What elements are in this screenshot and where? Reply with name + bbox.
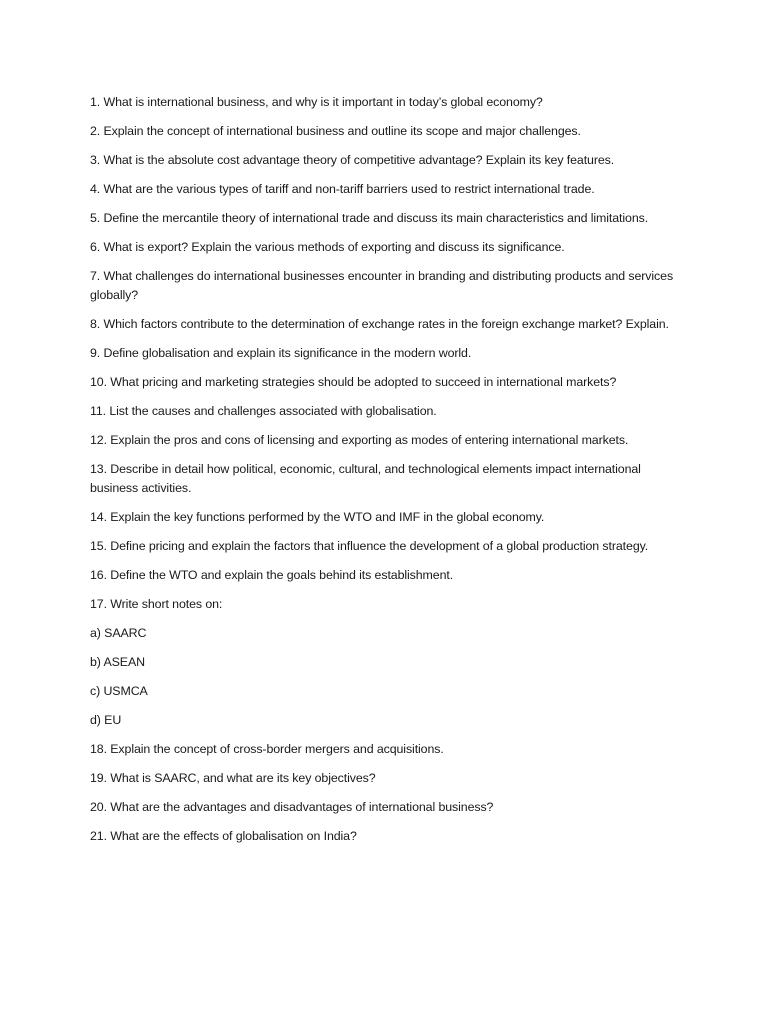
list-item: 12. Explain the pros and cons of licensing and exporting as modes of entering international markets. <box>90 433 629 447</box>
list-item: 7. What challenges do international businesses encounter in branding and distributing products and services globally? <box>90 269 674 302</box>
list-item: 20. What are the advantages and disadvantages of international business? <box>90 800 494 814</box>
list-item: 17. Write short notes on: <box>90 597 223 611</box>
list-item: 19. What is SAARC, and what are its key objectives? <box>90 771 376 785</box>
list-item: 8. Which factors contribute to the determination of exchange rates in the foreign exchange market? Explain. <box>90 317 669 331</box>
list-item: 3. What is the absolute cost advantage theory of competitive advantage? Explain its key features. <box>90 153 615 167</box>
list-item: 10. What pricing and marketing strategies should be adopted to succeed in international markets? <box>90 375 617 389</box>
list-item: 11. List the causes and challenges associated with globalisation. <box>90 404 437 418</box>
list-item: 13. Describe in detail how political, economic, cultural, and technological elements impact international business activities. <box>90 462 641 495</box>
list-item: 21. What are the effects of globalisation on India? <box>90 829 357 843</box>
list-item: 14. Explain the key functions performed by the WTO and IMF in the global economy. <box>90 510 545 524</box>
list-item: 1. What is international business, and why is it important in today’s global economy? <box>90 95 543 109</box>
list-item: 15. Define pricing and explain the factors that influence the development of a global production strategy. <box>90 539 649 553</box>
list-item: 9. Define globalisation and explain its significance in the modern world. <box>90 346 472 360</box>
question-list <box>90 93 682 856</box>
list-item: 5. Define the mercantile theory of international trade and discuss its main characteristics and limitations. <box>90 211 649 225</box>
list-item: 2. Explain the concept of international business and outline its scope and major challenges. <box>90 124 581 138</box>
sub-item: b) ASEAN <box>90 655 145 669</box>
list-item: 16. Define the WTO and explain the goals behind its establishment. <box>90 568 454 582</box>
list-item: 18. Explain the concept of cross-border mergers and acquisitions. <box>90 742 444 756</box>
sub-item: a) SAARC <box>90 626 147 640</box>
sub-item: c) USMCA <box>90 684 148 698</box>
list-item: 6. What is export? Explain the various methods of exporting and discuss its significance. <box>90 240 565 254</box>
list-item: 4. What are the various types of tariff and non-tariff barriers used to restrict international trade. <box>90 182 595 196</box>
sub-item: d) EU <box>90 713 122 727</box>
